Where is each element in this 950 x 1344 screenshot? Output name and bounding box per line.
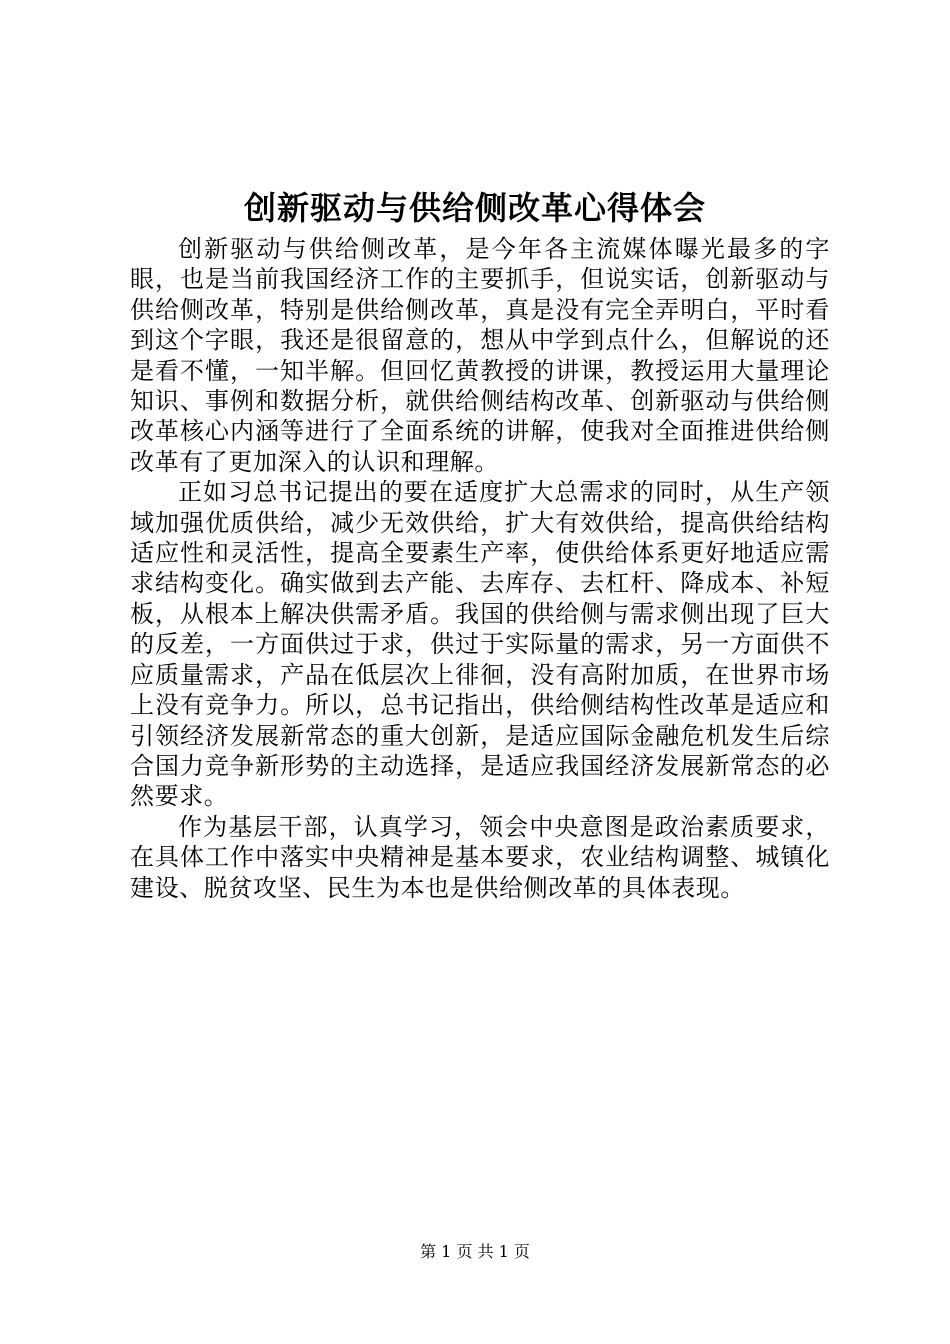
- page-number-footer: 第 1 页 共 1 页: [420, 1242, 530, 1261]
- paragraph-1: 创新驱动与供给侧改革，是今年各主流媒体曝光最多的字眼，也是当前我国经济工作的主要抓手，但说实话，创新驱动与供给侧改革，特别是供给侧改革，真是没有完全弄明白，平时看到这个字眼，我还是很留意的，想从中学到点什么，但解说的还是看不懂，一知半解。但回忆黄教授的讲课，教授运用大量理论知识、事例和数据分析，就供给侧结构改革、创新驱动与供给侧改革核心内涵等进行了全面系统的讲解，使我对全面推进供给侧改革有了更加深入的认识和理解。: [130, 235, 830, 476]
- paragraph-3: 作为基层干部，认真学习，领会中央意图是政治素质要求，在具体工作中落实中央精神是基本要求，农业结构调整、城镇化建设、脱贫攻坚、民生为本也是供给侧改革的具体表现。: [130, 812, 830, 902]
- document-title: 创新驱动与供给侧改革心得体会: [243, 189, 706, 227]
- document-body: [130, 234, 830, 903]
- paragraph-2: 正如习总书记提出的要在适度扩大总需求的同时，从生产领域加强优质供给，减少无效供给，扩大有效供给，提高供给结构适应性和灵活性，提高全要素生产率，使供给体系更好地适应需求结构变化。确实做到去产能、去库存、去杠杆、降成本、补短板，从根本上解决供需矛盾。我国的供给侧与需求侧出现了巨大的反差，一方面供过于求，供过于实际量的需求，另一方面供不应质量需求，产品在低层次上徘徊，没有高附加质，在世界市场上没有竞争力。所以，总书记指出，供给侧结构性改革是适应和引领经济发展新常态的重大创新，是适应国际金融危机发生后综合国力竞争新形势的主动选择，是适应我国经济发展新常态的必然要求。: [130, 478, 830, 811]
